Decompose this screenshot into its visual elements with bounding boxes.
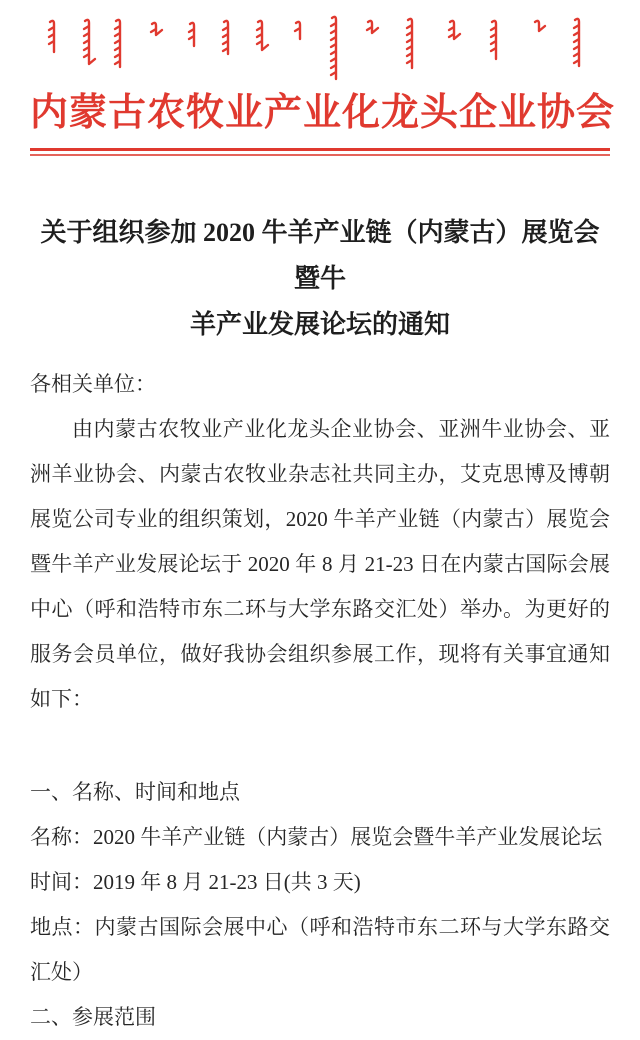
mongolian-script-column	[106, 17, 126, 77]
salutation: 各相关单位：	[30, 372, 156, 396]
notice-document-page	[0, 6, 640, 1029]
mongolian-script-column	[358, 18, 378, 43]
section-1-item-place: 地点：内蒙古国际会展中心（呼和浩特市东二环与大学东路交汇处）	[30, 915, 610, 984]
mongolian-script-column	[40, 18, 60, 62]
section-1-heading: 一、名称、时间和地点	[30, 780, 240, 804]
mongolian-script-column	[440, 18, 460, 49]
mongolian-script-column	[248, 18, 268, 60]
mongolian-script-column	[398, 16, 418, 78]
mongolian-script-column	[322, 14, 342, 89]
mongolian-script-column	[525, 18, 545, 41]
section-1-item-name: 名称：2020 牛羊产业链（内蒙古）展览会暨牛羊产业发展论坛	[30, 825, 603, 849]
mongolian-script-column	[180, 20, 200, 56]
mongolian-script-column	[75, 17, 95, 74]
mongolian-script-column	[482, 18, 502, 69]
letterhead-divider	[30, 148, 610, 156]
divider-thick-line	[30, 148, 610, 151]
org-name-title: 内蒙古农牧业产业化龙头企业协会	[30, 92, 616, 134]
mongolian-script	[30, 6, 610, 84]
body-paragraph: 由内蒙古农牧业产业化龙头企业协会、亚洲牛业协会、亚洲羊业协会、内蒙古农牧业杂志社共同主办，艾克思博及博朝展览公司专业的组织策划，2020 牛羊产业链（内蒙古）展览会暨牛羊产业发展论坛于 2020 年 8 月 21-23 日在内蒙古国际会展中心（呼和浩特市东二环与大学东路交汇处）举办。为更好的服务会员单位，做好我协会组织参展工作，现将有关事宜通知如下：	[30, 417, 610, 711]
mongolian-script-column	[286, 19, 306, 49]
section-1-item-time: 时间：2019 年 8 月 21-23 日(共 3 天)	[30, 870, 361, 894]
notice-title-line-2: 羊产业发展论坛的通知	[189, 310, 450, 339]
mongolian-script-column	[565, 16, 585, 76]
notice-title	[30, 210, 610, 348]
section-2-heading: 二、参展范围	[30, 1005, 156, 1029]
mongolian-script-column	[142, 20, 162, 45]
divider-thin-line	[30, 154, 610, 156]
notice-title-line-1: 关于组织参加 2020 牛羊产业链（内蒙古）展览会暨牛	[40, 218, 600, 293]
mongolian-script-column	[214, 18, 234, 64]
